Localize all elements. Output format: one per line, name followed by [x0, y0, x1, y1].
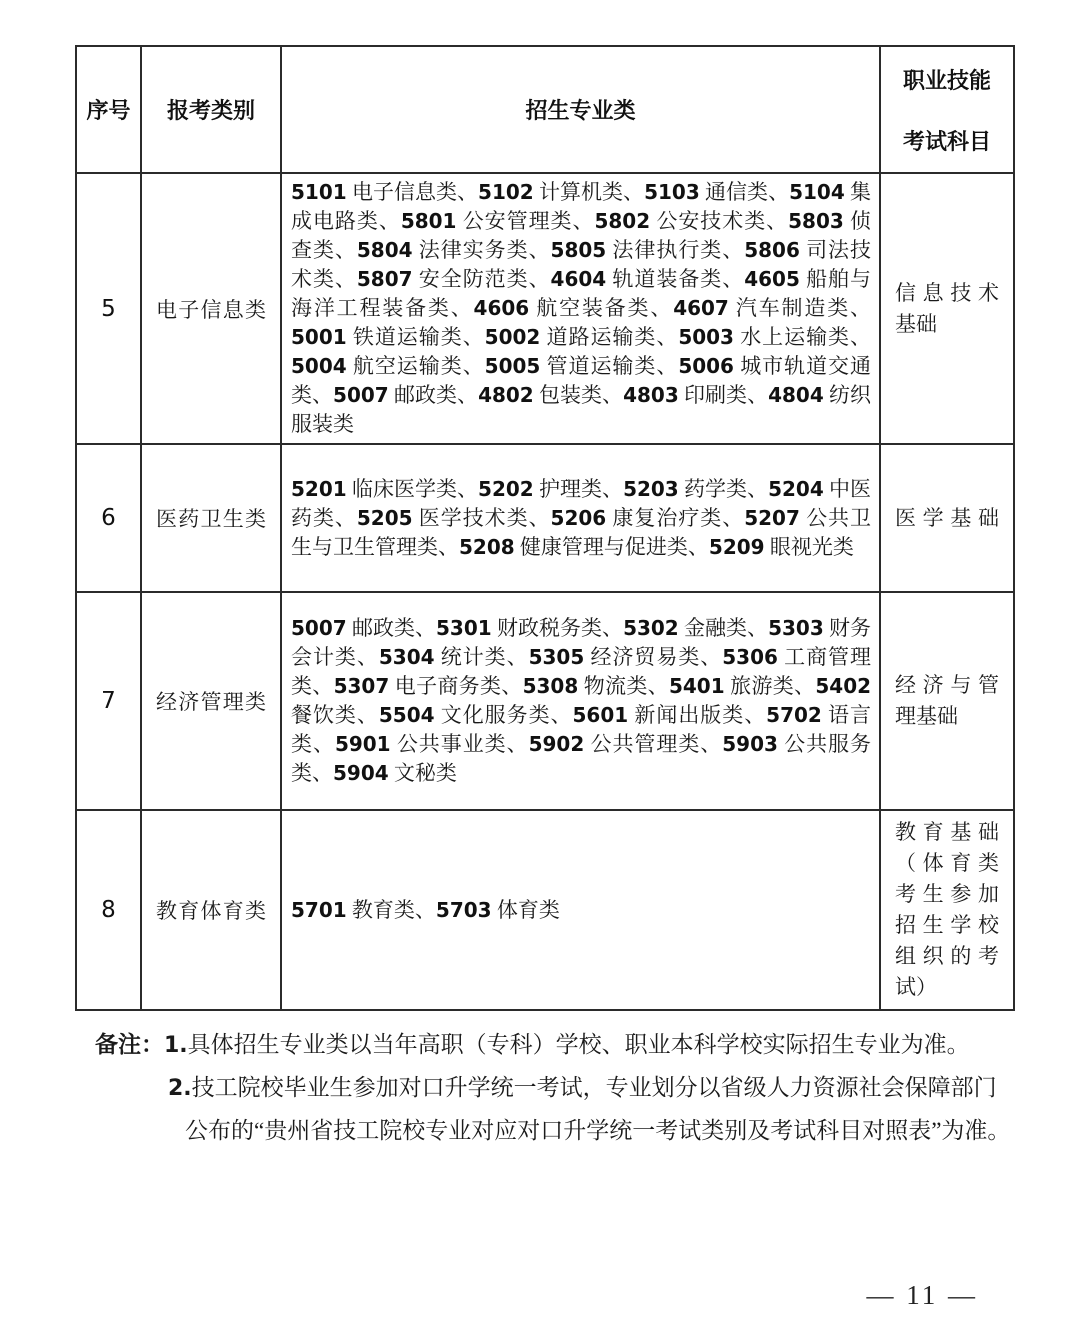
row-number: 6	[76, 444, 141, 592]
category-cell: 教育体育类	[141, 810, 281, 1010]
header-subject	[880, 46, 1014, 173]
note-1-text: 具体招生专业类以当年高职（专科）学校、职业本科学校实际招生专业为准。	[187, 1032, 970, 1057]
table-row	[76, 173, 1014, 444]
footnotes	[95, 1024, 1015, 1152]
exam-category-table	[75, 45, 1015, 1011]
row-number: 5	[76, 173, 141, 444]
category-cell: 经济管理类	[141, 592, 281, 810]
category-cell: 医药卫生类	[141, 444, 281, 592]
header-category: 报考类别	[141, 46, 281, 173]
subject-cell: 信息技术基础	[880, 173, 1014, 444]
table-header-row	[76, 46, 1014, 173]
note-2-line2	[185, 1110, 1015, 1152]
row-number: 8	[76, 810, 141, 1010]
page-number: — 11 —	[866, 1280, 978, 1310]
header-subject-line1: 职业技能	[902, 67, 991, 93]
majors-cell: 5701 教育类、5703 体育类	[281, 810, 880, 1010]
table-row	[76, 810, 1014, 1010]
subject-cell: 医学基础	[880, 444, 1014, 592]
majors-cell: 5201 临床医学类、5202 护理类、5203 药学类、5204 中医药类、5205 医学技术类、5206 康复治疗类、5207 公共卫生与卫生管理类、5208 健康管理与促进类、5209 眼视光类	[281, 444, 880, 592]
note-2-text-line2: 公布的“贵州省技工院校专业对应对口升学统一考试类别及考试科目对照表”为准。	[185, 1118, 1011, 1143]
note-2-number: 2.	[168, 1076, 192, 1101]
category-cell: 电子信息类	[141, 173, 281, 444]
table-row	[76, 444, 1014, 592]
majors-cell: 5101 电子信息类、5102 计算机类、5103 通信类、5104 集成电路类、5801 公安管理类、5802 公安技术类、5803 侦查类、5804 法律实务类、5805 法律执行类、5806 司法技术类、5807 安全防范类、4604 轨道装备类、4605 船舶与海洋工程装备类、4606 航空装备类、4607 汽车制造类、5001 铁道运输类、5002 道路运输类、5003 水上运输类、5004 航空运输类、5005 管道运输类、5006 城市轨道交通类、5007 邮政类、4802 包装类、4803 印刷类、4804 纺织服装类	[281, 173, 880, 444]
majors-cell: 5007 邮政类、5301 财政税务类、5302 金融类、5303 财务会计类、5304 统计类、5305 经济贸易类、5306 工商管理类、5307 电子商务类、5308 物流类、5401 旅游类、5402 餐饮类、5504 文化服务类、5601 新闻出版类、5702 语言类、5901 公共事业类、5902 公共管理类、5903 公共服务类、5904 文秘类	[281, 592, 880, 810]
subject-cell: 教育基础（体育类考生参加招生学校组织的考试）	[880, 810, 1014, 1010]
note-1-number: 1.	[164, 1033, 188, 1058]
note-2-line1	[168, 1067, 1015, 1110]
header-subject-line2: 考试科目	[902, 128, 991, 154]
header-no: 序号	[76, 46, 141, 173]
header-majors: 招生专业类	[281, 46, 880, 173]
notes-label: 备注：	[95, 1032, 164, 1057]
table-row	[76, 592, 1014, 810]
subject-cell: 经济与管理基础	[880, 592, 1014, 810]
note-1	[95, 1024, 1015, 1067]
row-number: 7	[76, 592, 141, 810]
note-2-text-line1: 技工院校毕业生参加对口升学统一考试，专业划分以省级人力资源社会保障部门	[191, 1075, 997, 1100]
